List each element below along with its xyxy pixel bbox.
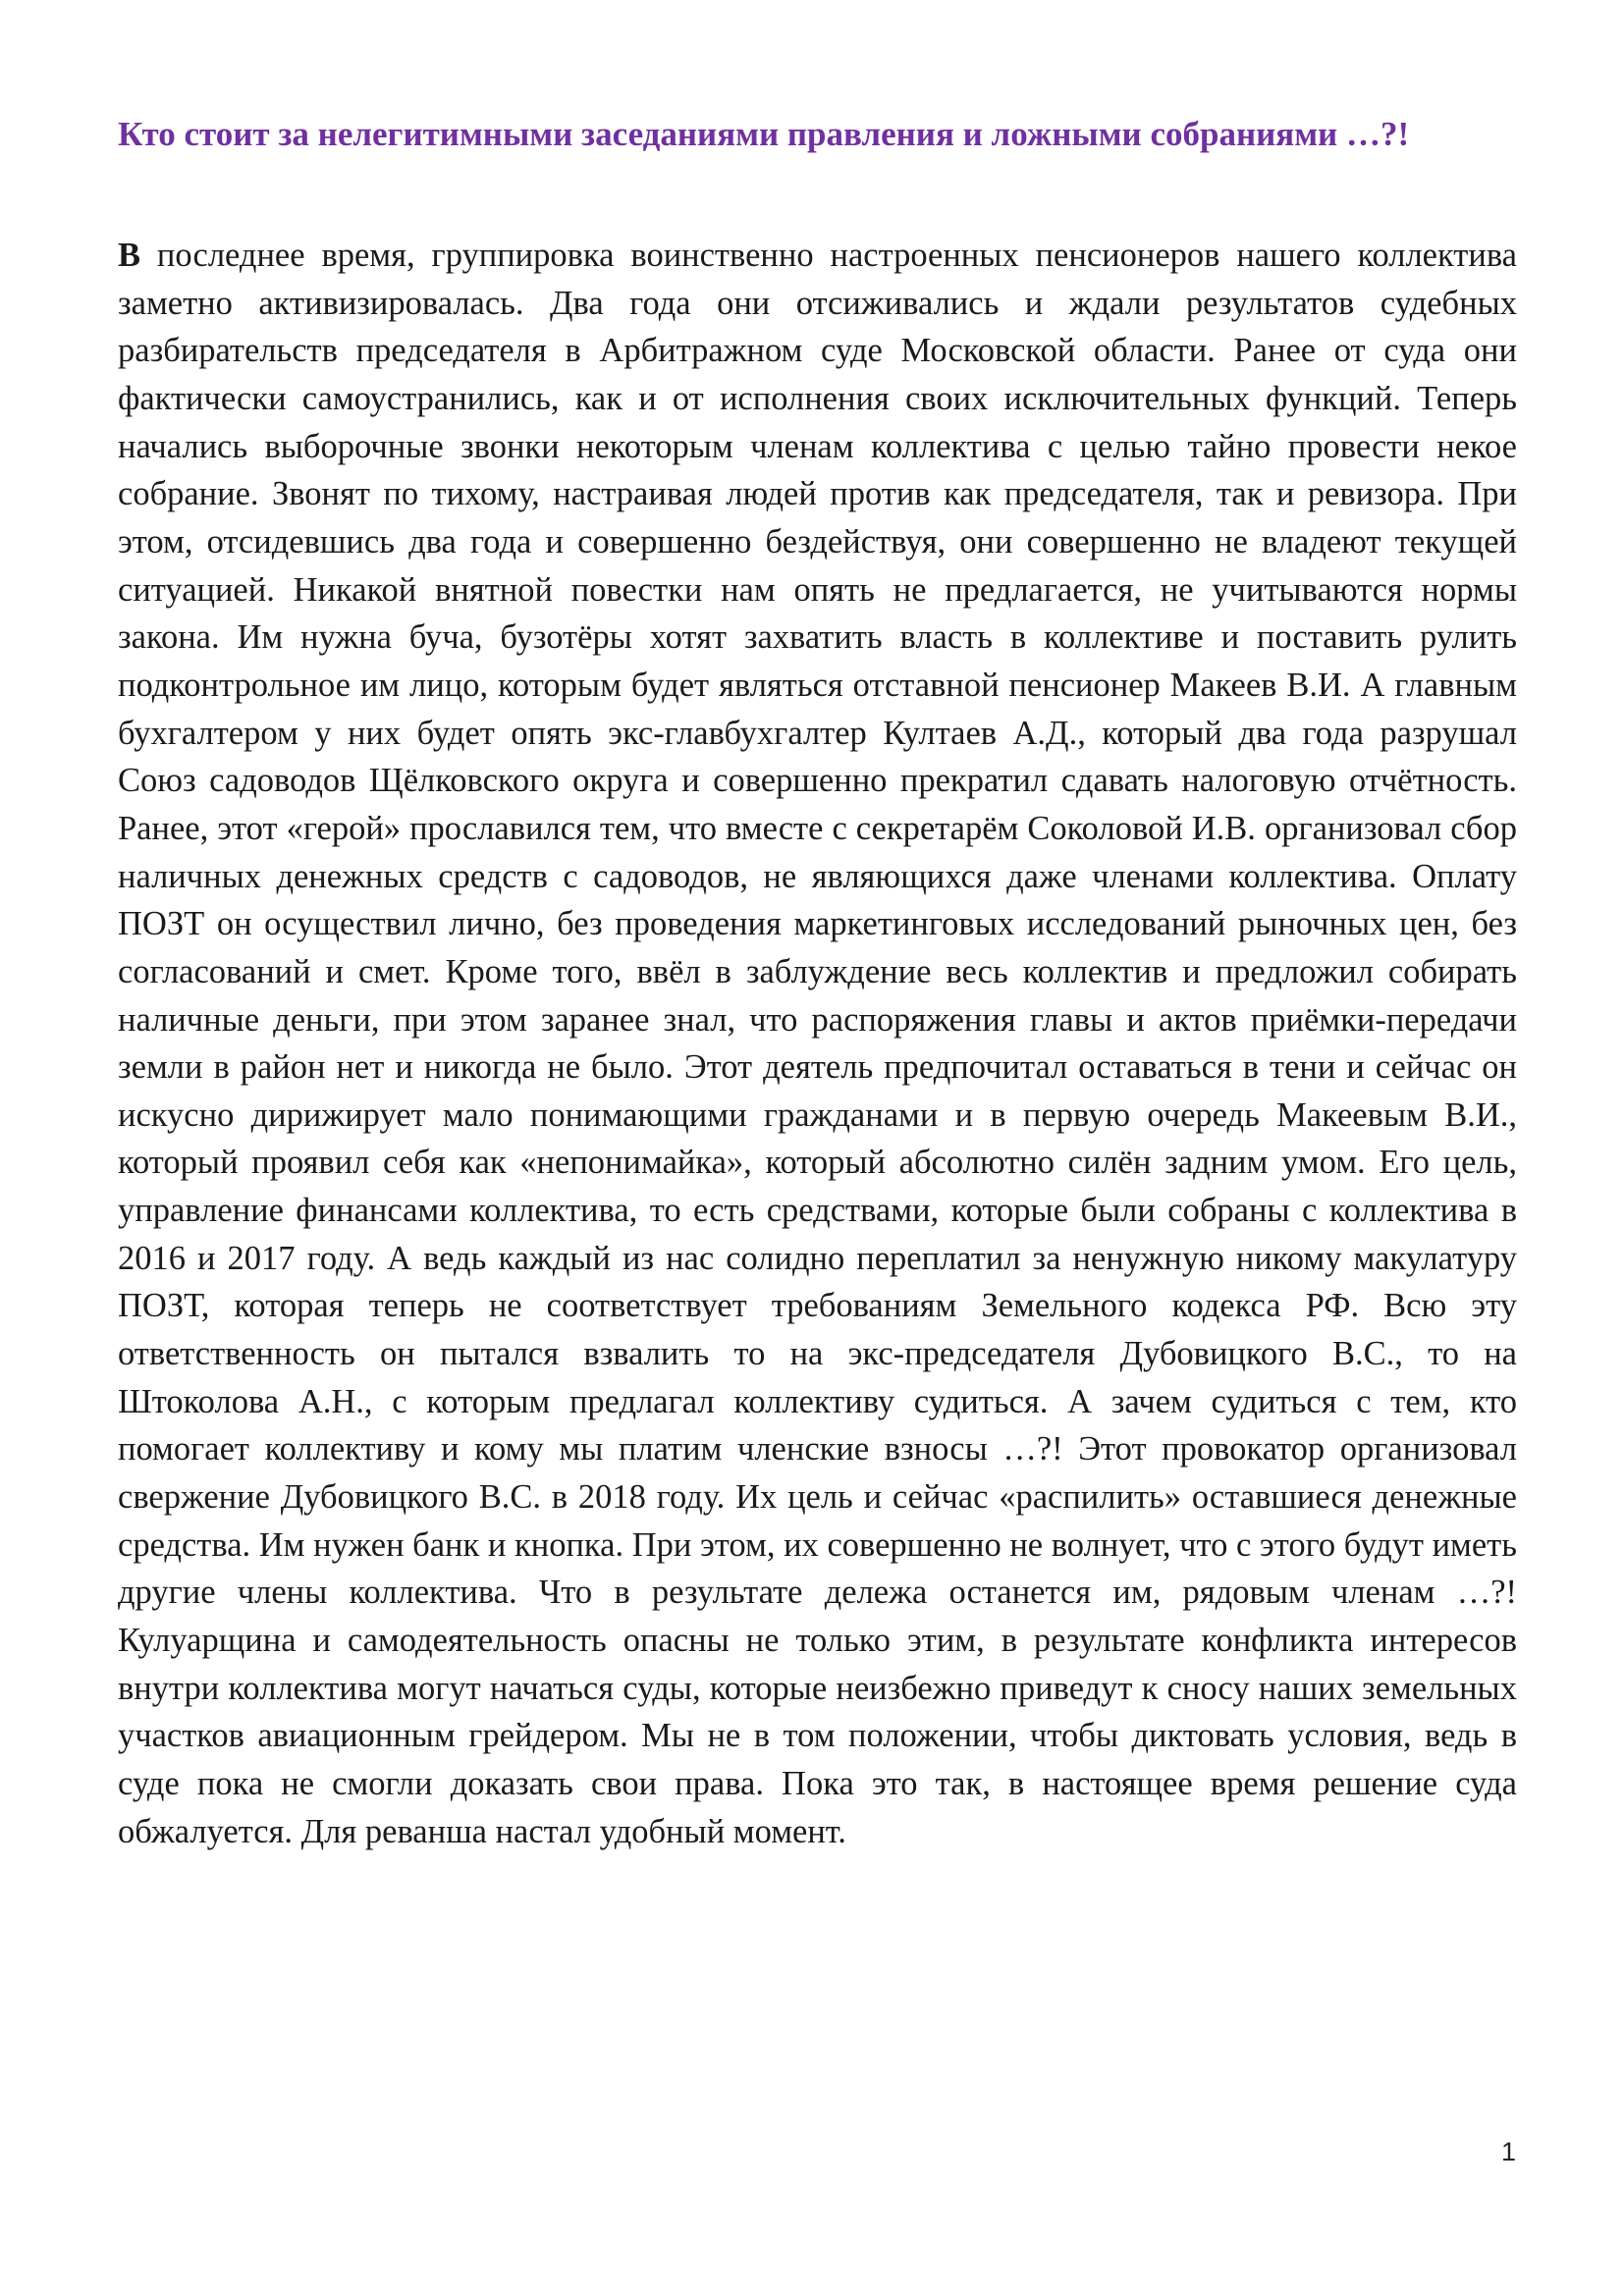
body-text: последнее время, группировка воинственно настроенных пенсионеров нашего коллектива заметно активизировалась. Два года они отсиживались и ждали результатов судебных разбирательств председателя в Арбитражном суде Московской области. Ранее от суда они фактически самоустранились, как и от исполнения своих исключительных функций. Теперь начались выборочные звонки некоторым членам коллектива с целью тайно провести некое собрание. Звонят по тихому, настраивая людей против как председателя, так и ревизора. При этом, отсидевшись два года и совершенно бездействуя, они совершенно не владеют текущей ситуацией. Никакой внятной повестки нам опять не предлагается, не учитываются нормы закона. Им нужна буча, бузотёры хотят захватить власть в коллективе и поставить рулить подконтрольное им лицо, которым будет являться отставной пенсионер Макеев В.И. А главным бухгалтером у них будет опять экс-главбухгалтер Култаев А.Д., который два года разрушал Союз садоводов Щёлковского округа и совершенно прекратил сдавать налоговую отчётность. Ранее, этот «герой» прославился тем, что вместе с секретарём Соколовой И.В. организовал сбор наличных денежных средств с садоводов, не являющихся даже членами коллектива. Оплату ПОЗТ он осуществил лично, без проведения маркетинговых исследований рыночных цен, без согласований и смет. Кроме того, ввёл в заблуждение весь коллектив и предложил собирать наличные деньги, при этом заранее знал, что распоряжения главы и актов приёмки-передачи земли в район нет и никогда не было. Этот деятель предпочитал оставаться в тени и сейчас он искусно дирижирует мало понимающими гражданами и в первую очередь Макеевым В.И., который проявил себя как «непонимайка», который абсолютно силён задним умом. Его цель, управление финансами коллектива, то есть средствами, которые были собраны с коллектива в 2016 и 2017 году. А ведь каждый из нас солидно переплатил за ненужную никому макулатуру ПОЗТ, которая теперь не соответствует требованиям Земельного кодекса РФ. Всю эту ответственность он пытался взвалить то на экс-председателя Дубовицкого В.С., то на Штоколова А.Н., с которым предлагал коллективу судиться. А зачем судиться с тем, кто помогает коллективу и кому мы платим членские взносы …?! Этот провокатор организовал свержение Дубовицкого В.С. в 2018 году. Их цель и сейчас «распилить» оставшиеся денежные средства. Им нужен банк и кнопка. При этом, их совершенно не волнует, что с этого будут иметь другие члены коллектива. Что в результате дележа останется им, рядовым членам …?! Кулуарщина и самодеятельность опасны не только этим, в результате конфликта интересов внутри коллектива могут начаться суды, которые неизбежно приведут к сносу наших земельных участков авиационным грейдером. Мы не в том положении, чтобы диктовать условия, ведь в суде пока не смогли доказать свои права. Пока это так, в настоящее время решение суда обжалуется. Для реванша настал удобный момент. (118, 237, 1517, 1850)
drop-letter: В (118, 237, 141, 274)
document-title: Кто стоит за нелегитимными заседаниями правления и ложными собраниями …?! (118, 115, 1410, 153)
page-number: 1 (1500, 2137, 1516, 2166)
body-paragraph (118, 232, 1517, 1855)
